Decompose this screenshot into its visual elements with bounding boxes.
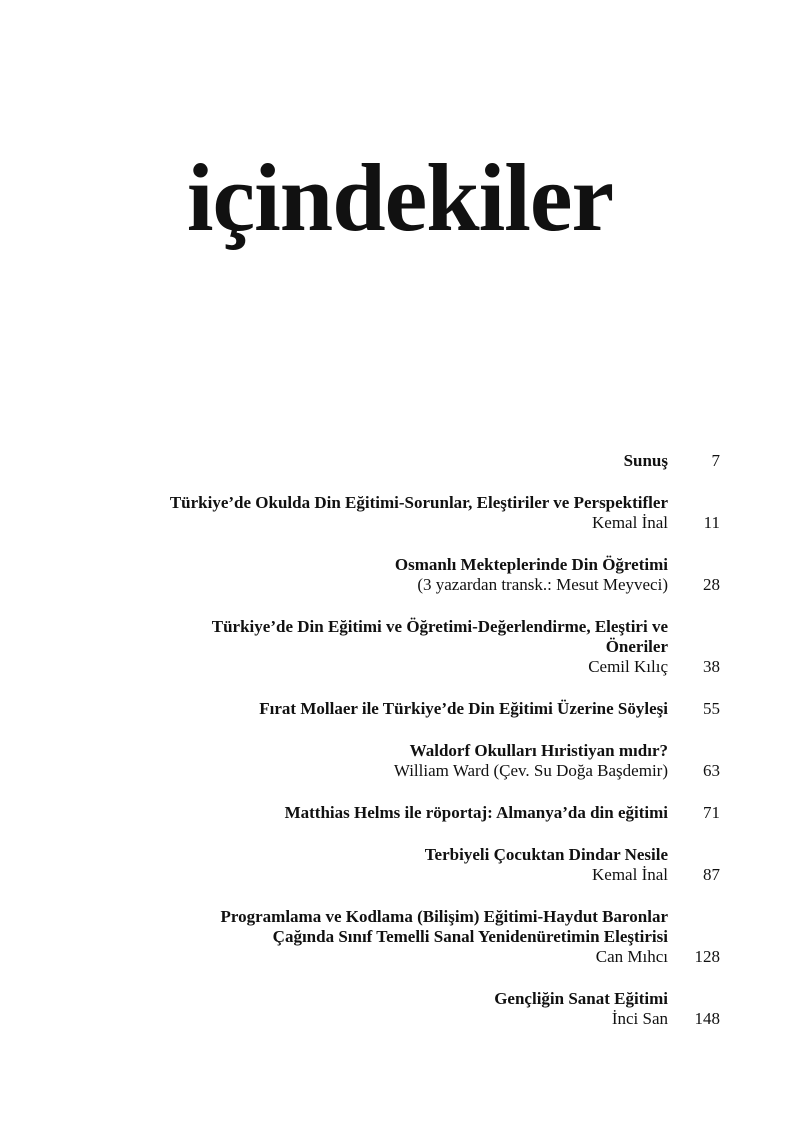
- toc-entry-title: Waldorf Okulları Hıristiyan mıdır?: [409, 741, 668, 760]
- toc-entry-title: Osmanlı Mekteplerinde Din Öğretimi: [394, 555, 668, 574]
- toc-entry: [100, 555, 720, 595]
- toc-entry-page: 11: [703, 513, 720, 532]
- toc-entry-page: 148: [694, 1009, 720, 1028]
- toc-entry-title: Matthias Helms ile röportaj: Almanya’da din eğitimi: [284, 803, 668, 822]
- toc-entry-title: Sunuş: [623, 451, 668, 470]
- toc-entry: [100, 741, 720, 781]
- page-title: içindekiler: [186, 144, 614, 251]
- toc-entry-page: 38: [703, 657, 720, 676]
- toc-entry: [100, 617, 720, 677]
- toc-entry-page: 55: [703, 699, 720, 718]
- toc-entry-page: 7: [711, 451, 720, 470]
- toc-entry: [100, 845, 720, 885]
- toc-entry-page: 87: [703, 865, 720, 884]
- toc-entry-author: Kemal İnal: [592, 513, 668, 532]
- toc-entry-author: Can Mıhcı: [595, 947, 668, 966]
- toc-entry-page: 71: [703, 803, 720, 822]
- toc-entry: [100, 803, 720, 823]
- toc-entry: [100, 907, 720, 967]
- toc-entry-title: Türkiye’de Din Eğitimi ve Öğretimi-Değerlendirme, Eleştiri ve Öneriler: [211, 617, 668, 656]
- toc-entry-author: İnci San: [611, 1009, 668, 1028]
- toc-entry-author: Kemal İnal: [592, 865, 668, 884]
- toc-entry-title: Terbiyeli Çocuktan Dindar Nesile: [424, 845, 668, 864]
- toc-entry-page: 63: [703, 761, 720, 780]
- toc-entry: [100, 699, 720, 719]
- toc-entry-author: William Ward (Çev. Su Doğa Başdemir): [393, 761, 668, 780]
- table-of-contents: [100, 451, 720, 1051]
- toc-entry-author: (3 yazardan transk.: Mesut Meyveci): [417, 575, 668, 594]
- toc-entry-title: Türkiye’de Okulda Din Eğitimi-Sorunlar, Eleştiriler ve Perspektifler: [169, 493, 668, 512]
- toc-entry-title: Programlama ve Kodlama (Bilişim) Eğitimi-Haydut Baronlar Çağında Sınıf Temelli Sanal Yenidenüretimin Eleştirisi: [220, 907, 668, 946]
- toc-entry-page: 128: [694, 947, 720, 966]
- toc-entry: [100, 451, 720, 471]
- toc-entry-title: Gençliğin Sanat Eğitimi: [494, 989, 668, 1008]
- toc-entry: [100, 493, 720, 533]
- toc-entry-author: Cemil Kılıç: [588, 657, 668, 676]
- toc-entry-page: 28: [703, 575, 720, 594]
- toc-entry-title: Fırat Mollaer ile Türkiye’de Din Eğitimi Üzerine Söyleşi: [259, 699, 668, 718]
- toc-entry: [100, 989, 720, 1029]
